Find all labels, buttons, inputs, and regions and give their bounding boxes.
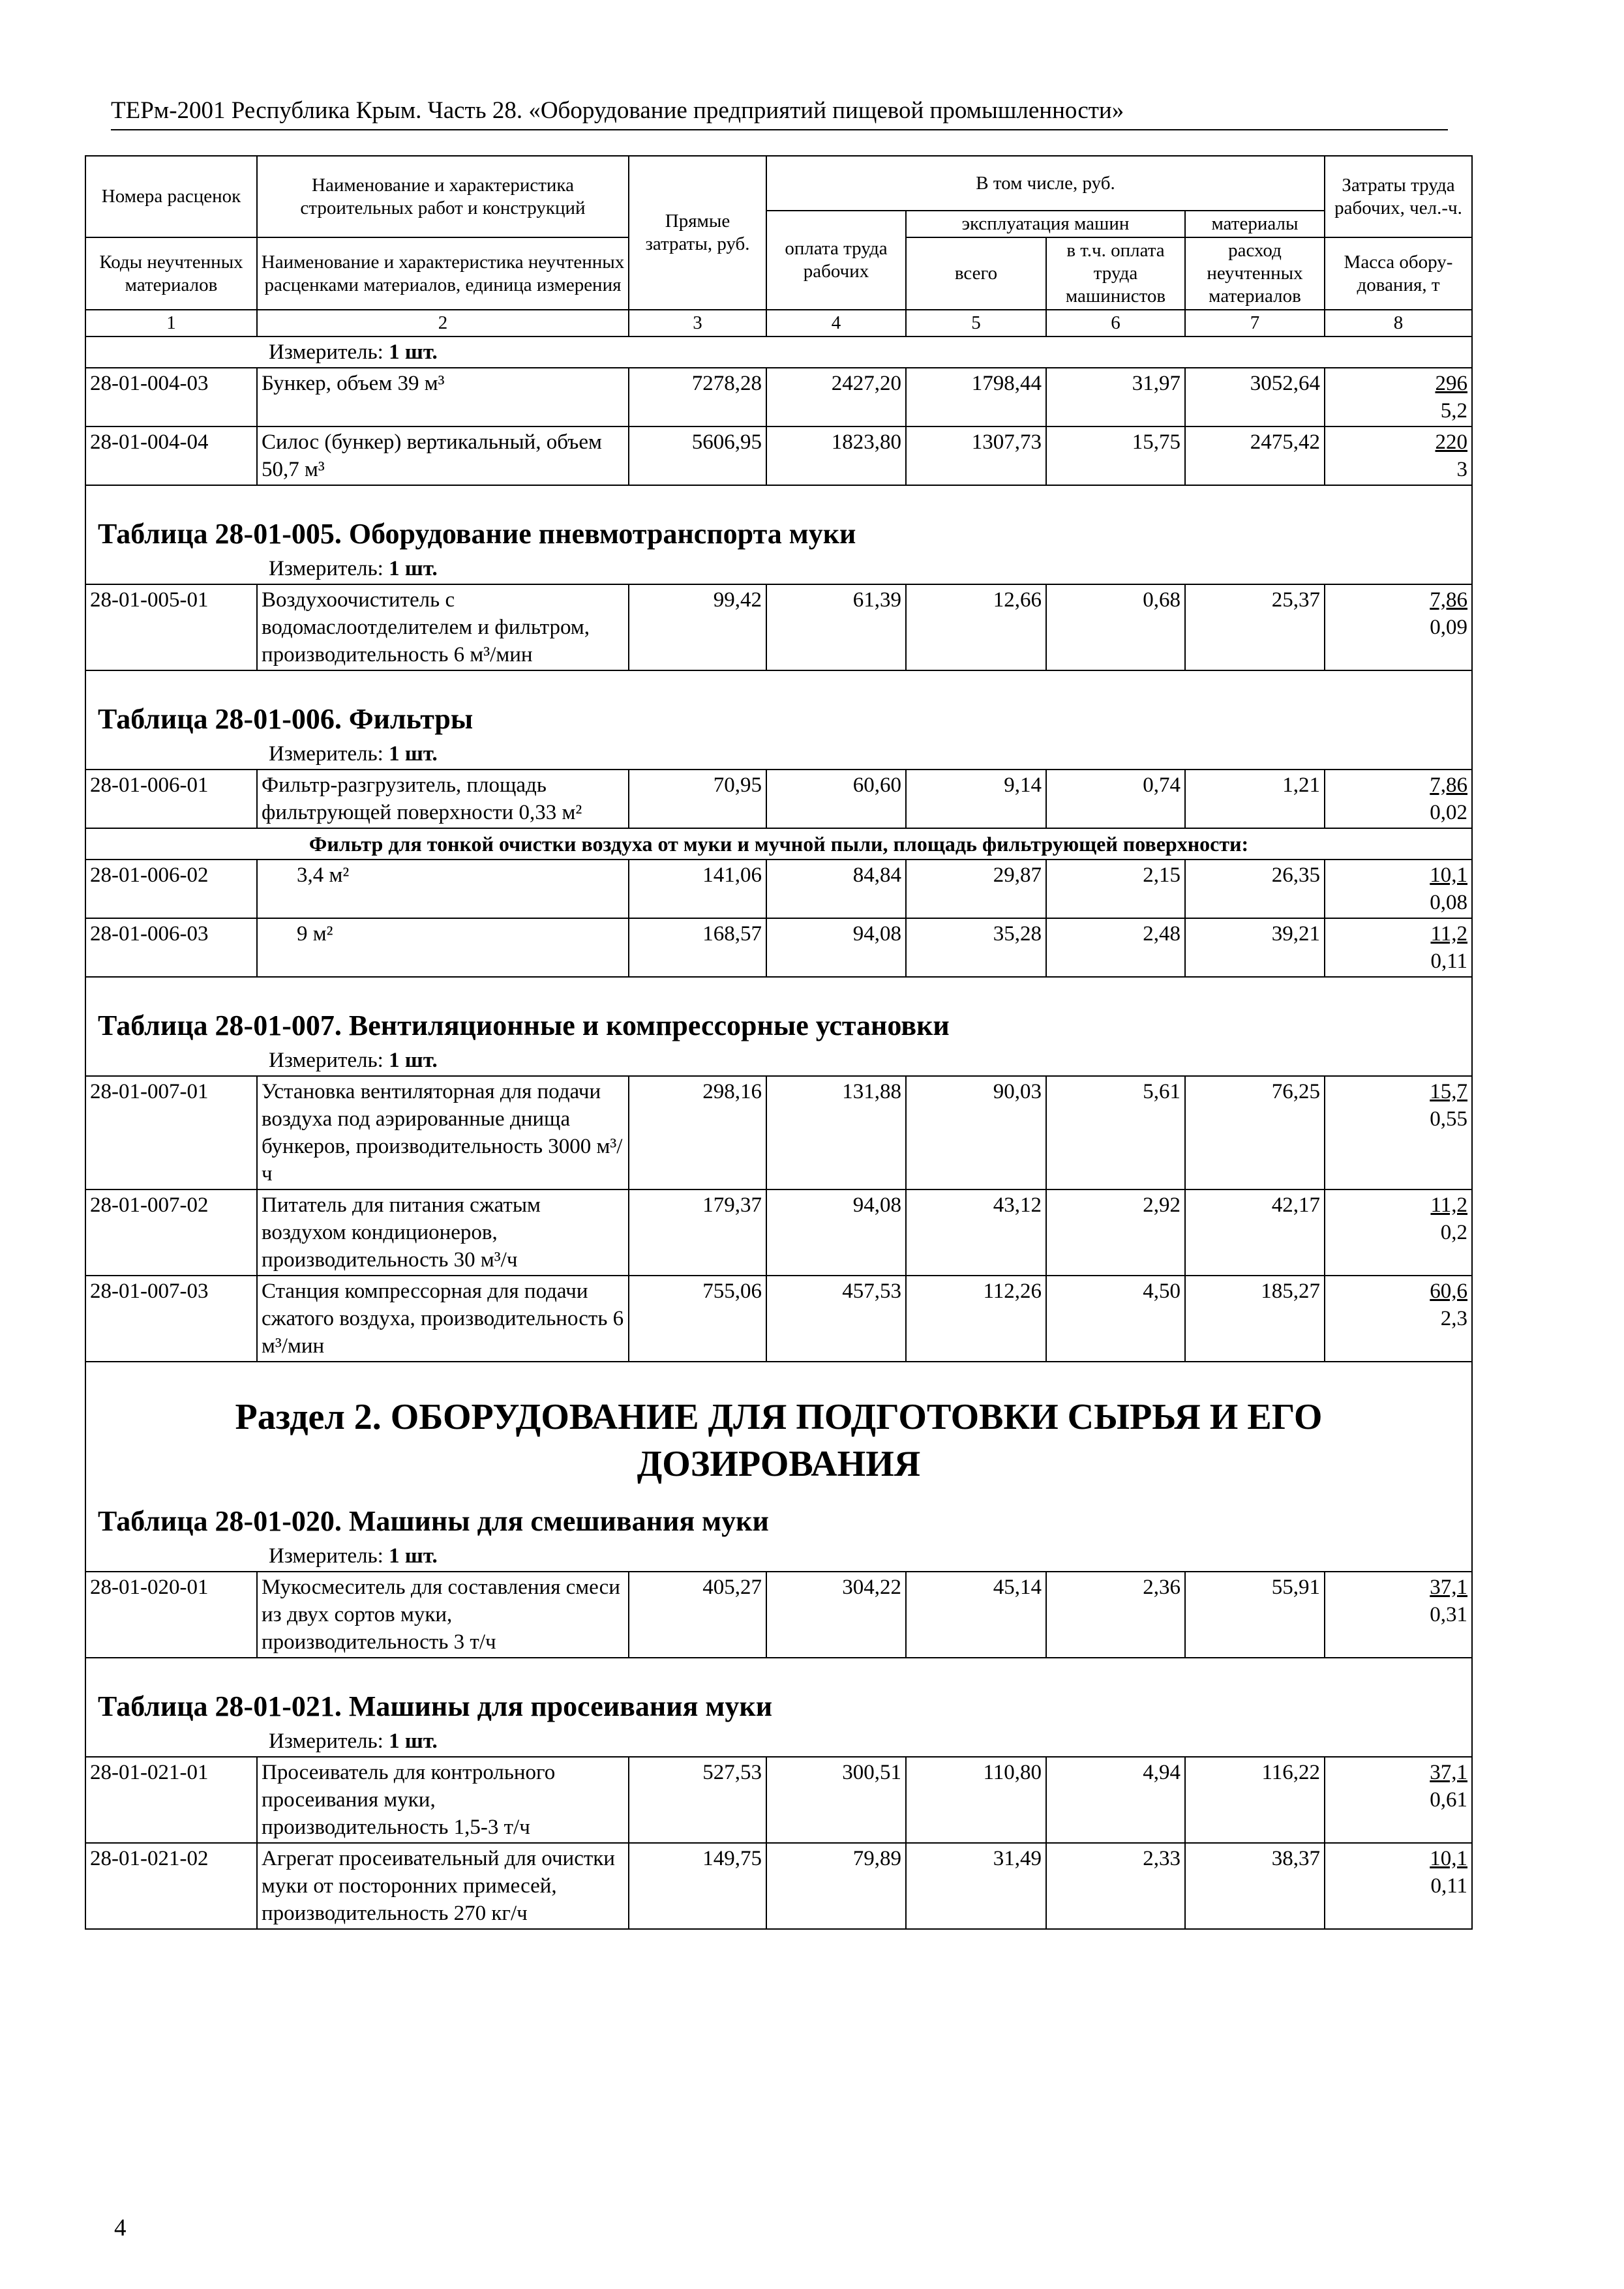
value-mach-wage: 0,74: [1046, 770, 1185, 828]
unit-value: 1 шт.: [389, 340, 438, 364]
unit-cell: [85, 554, 1472, 584]
labor-mass-cell: [1325, 1843, 1472, 1929]
head-machinist-wage: в т.ч. оплата труда машинистов: [1046, 237, 1185, 310]
estimate-table-frame: [85, 155, 1471, 1930]
head-name-bottom: Наименование и характеристика неучтенных расценками материалов, единица измерения: [257, 237, 629, 310]
rate-name: Просеиватель для контрольного просеивания муки, производительность 1,5-3 т/ч: [257, 1757, 629, 1843]
labor-hours: 11,2: [1430, 922, 1467, 946]
section-title-line1: Раздел 2. ОБОРУДОВАНИЕ ДЛЯ ПОДГОТОВКИ СЫРЬЯ И ЕГО: [235, 1397, 1323, 1437]
value-mat: 55,91: [1185, 1572, 1325, 1658]
rate-code: 28-01-020-01: [85, 1572, 257, 1658]
value-direct: 5606,95: [629, 426, 766, 485]
labor-hours: 10,1: [1430, 863, 1467, 887]
rate-code: 28-01-006-02: [85, 860, 257, 918]
value-mach: 12,66: [906, 584, 1046, 670]
value-mat: 2475,42: [1185, 426, 1325, 485]
labor-hours: 7,86: [1430, 773, 1467, 797]
unit-label: Измеритель:: [269, 1544, 383, 1568]
table-title-row: [85, 1658, 1472, 1726]
table-row: [85, 426, 1472, 485]
labor-hours: 11,2: [1430, 1193, 1467, 1217]
unit-row: [85, 337, 1472, 368]
unit-label: Измеритель:: [269, 1729, 383, 1753]
table-row: [85, 1572, 1472, 1658]
unit-value: 1 шт.: [389, 557, 438, 580]
labor-mass-cell: [1325, 426, 1472, 485]
value-mach: 35,28: [906, 918, 1046, 977]
head-wage: оплата труда рабочих: [766, 211, 906, 310]
labor-mass-cell: [1325, 1757, 1472, 1843]
section-title: [85, 1362, 1472, 1490]
value-mat: 26,35: [1185, 860, 1325, 918]
value-mach: 31,49: [906, 1843, 1046, 1929]
rate-code: 28-01-004-03: [85, 368, 257, 426]
column-number: 7: [1185, 310, 1325, 337]
rate-name: Агрегат просеивательный для очистки муки от посторонних примесей, производительность 270 кг/ч: [257, 1843, 629, 1929]
table-row: [85, 584, 1472, 670]
head-including: В том числе, руб.: [766, 156, 1325, 211]
value-mat: 1,21: [1185, 770, 1325, 828]
labor-hours: 37,1: [1430, 1576, 1467, 1599]
value-mach-wage: 2,48: [1046, 918, 1185, 977]
value-mach-wage: 2,33: [1046, 1843, 1185, 1929]
labor-mass-cell: [1325, 1572, 1472, 1658]
value-direct: 149,75: [629, 1843, 766, 1929]
rate-code: 28-01-021-01: [85, 1757, 257, 1843]
column-number: 2: [257, 310, 629, 337]
labor-hours: 220: [1435, 430, 1467, 454]
page-header: ТЕРм-2001 Республика Крым. Часть 28. «Оборудование предприятий пищевой промышленности»: [111, 97, 1448, 130]
column-number: 3: [629, 310, 766, 337]
value-direct: 168,57: [629, 918, 766, 977]
table-title-row: [85, 977, 1472, 1045]
value-mat: 25,37: [1185, 584, 1325, 670]
table-row: [85, 1189, 1472, 1276]
table-title-row: [85, 670, 1472, 739]
value-wage: 94,08: [766, 918, 906, 977]
section-title-line2: ДОЗИРОВАНИЯ: [637, 1444, 921, 1484]
value-mach: 112,26: [906, 1276, 1046, 1362]
table-row: [85, 918, 1472, 977]
labor-mass-cell: [1325, 584, 1472, 670]
value-mach: 45,14: [906, 1572, 1046, 1658]
equipment-mass: 2,3: [1440, 1307, 1467, 1330]
labor-mass-cell: [1325, 1189, 1472, 1276]
unit-value: 1 шт.: [389, 742, 438, 766]
value-direct: 405,27: [629, 1572, 766, 1658]
value-mat: 3052,64: [1185, 368, 1325, 426]
value-mach-wage: 2,15: [1046, 860, 1185, 918]
value-wage: 1823,80: [766, 426, 906, 485]
value-direct: 99,42: [629, 584, 766, 670]
labor-mass-cell: [1325, 860, 1472, 918]
value-mach: 1307,73: [906, 426, 1046, 485]
labor-mass-cell: [1325, 1076, 1472, 1189]
unit-value: 1 шт.: [389, 1544, 438, 1568]
unit-label: Измеритель:: [269, 1049, 383, 1072]
head-direct-costs: Прямые затраты, руб.: [629, 156, 766, 310]
value-mach: 43,12: [906, 1189, 1046, 1276]
equipment-mass: 0,55: [1430, 1107, 1467, 1131]
labor-hours: 60,6: [1430, 1279, 1467, 1303]
rate-name: Фильтр-разгрузитель, площадь фильтрующей поверхности 0,33 м²: [257, 770, 629, 828]
labor-mass-cell: [1325, 1276, 1472, 1362]
value-wage: 300,51: [766, 1757, 906, 1843]
unit-value: 1 шт.: [389, 1049, 438, 1072]
value-mat: 76,25: [1185, 1076, 1325, 1189]
equipment-mass: 0,09: [1430, 616, 1467, 639]
labor-hours: 7,86: [1430, 588, 1467, 612]
unit-cell: [85, 337, 1472, 368]
value-wage: 94,08: [766, 1189, 906, 1276]
labor-mass-cell: [1325, 368, 1472, 426]
value-wage: 2427,20: [766, 368, 906, 426]
table-title: Таблица 28-01-021. Машины для просеивания муки: [85, 1658, 1472, 1726]
table-row: [85, 368, 1472, 426]
value-direct: 7278,28: [629, 368, 766, 426]
subheading-row: [85, 828, 1472, 860]
table-row: [85, 770, 1472, 828]
column-number: 8: [1325, 310, 1472, 337]
table-title-row: [85, 485, 1472, 554]
value-wage: 131,88: [766, 1076, 906, 1189]
equipment-mass: 5,2: [1440, 399, 1467, 423]
unit-cell: [85, 1541, 1472, 1572]
value-direct: 755,06: [629, 1276, 766, 1362]
table-row: [85, 1757, 1472, 1843]
rate-name: Бункер, объем 39 м³: [257, 368, 629, 426]
head-labor: Затраты труда рабочих, чел.-ч.: [1325, 156, 1472, 237]
equipment-mass: 0,61: [1430, 1788, 1467, 1812]
rate-code: 28-01-006-01: [85, 770, 257, 828]
page-number: 4: [114, 2215, 127, 2241]
value-mach-wage: 15,75: [1046, 426, 1185, 485]
table-title-row: [85, 1490, 1472, 1541]
rate-name: Воздухоочиститель с водомаслоотделителем и фильтром, производительность 6 м³/мин: [257, 584, 629, 670]
estimate-table: [85, 155, 1473, 1930]
labor-mass-cell: [1325, 770, 1472, 828]
value-direct: 179,37: [629, 1189, 766, 1276]
equipment-mass: 0,02: [1430, 801, 1467, 824]
unit-row: [85, 1541, 1472, 1572]
value-wage: 79,89: [766, 1843, 906, 1929]
equipment-mass: 0,31: [1430, 1603, 1467, 1626]
table-title: Таблица 28-01-005. Оборудование пневмотранспорта муки: [85, 485, 1472, 554]
table-row: [85, 1843, 1472, 1929]
value-wage: 304,22: [766, 1572, 906, 1658]
value-direct: 141,06: [629, 860, 766, 918]
unit-label: Измеритель:: [269, 557, 383, 580]
value-mach: 110,80: [906, 1757, 1046, 1843]
value-direct: 527,53: [629, 1757, 766, 1843]
value-mat: 38,37: [1185, 1843, 1325, 1929]
rate-code: 28-01-007-01: [85, 1076, 257, 1189]
unit-row: [85, 1045, 1472, 1076]
table-row: [85, 860, 1472, 918]
value-mach: 90,03: [906, 1076, 1046, 1189]
rate-code: 28-01-006-03: [85, 918, 257, 977]
value-mach-wage: 5,61: [1046, 1076, 1185, 1189]
labor-hours: 37,1: [1430, 1761, 1467, 1784]
value-direct: 298,16: [629, 1076, 766, 1189]
rate-name: Мукосмеситель для составления смеси из двух сортов муки, производительность 3 т/ч: [257, 1572, 629, 1658]
head-mass: Масса обору-дования, т: [1325, 237, 1472, 310]
rate-name: Станция компрессорная для подачи сжатого воздуха, производительность 6 м³/мин: [257, 1276, 629, 1362]
unit-row: [85, 739, 1472, 770]
head-machines: эксплуатация машин: [906, 211, 1185, 237]
value-mach-wage: 31,97: [1046, 368, 1185, 426]
value-wage: 60,60: [766, 770, 906, 828]
unit-cell: [85, 1726, 1472, 1757]
table-row: [85, 1276, 1472, 1362]
head-name-top: Наименование и характеристика строительных работ и конструкций: [257, 156, 629, 237]
equipment-mass: 0,11: [1430, 1874, 1467, 1898]
column-number: 1: [85, 310, 257, 337]
rate-code: 28-01-005-01: [85, 584, 257, 670]
rate-code: 28-01-007-03: [85, 1276, 257, 1362]
labor-hours: 296: [1435, 372, 1467, 395]
column-numbers-row: [85, 310, 1472, 337]
rate-code: 28-01-004-04: [85, 426, 257, 485]
value-mach-wage: 2,36: [1046, 1572, 1185, 1658]
unit-row: [85, 1726, 1472, 1757]
table-title: Таблица 28-01-006. Фильтры: [85, 670, 1472, 739]
head-materials: материалы: [1185, 211, 1325, 237]
table-row: [85, 1076, 1472, 1189]
column-number: 4: [766, 310, 906, 337]
unit-value: 1 шт.: [389, 1729, 438, 1753]
value-direct: 70,95: [629, 770, 766, 828]
column-number: 6: [1046, 310, 1185, 337]
value-wage: 84,84: [766, 860, 906, 918]
equipment-mass: 0,2: [1440, 1221, 1467, 1244]
equipment-mass: 0,11: [1430, 950, 1467, 973]
section-title-row: [85, 1362, 1472, 1490]
value-mat: 185,27: [1185, 1276, 1325, 1362]
table-title: Таблица 28-01-007. Вентиляционные и компрессорные установки: [85, 977, 1472, 1045]
unit-row: [85, 554, 1472, 584]
equipment-mass: 0,08: [1430, 891, 1467, 914]
head-machines-total: всего: [906, 237, 1046, 310]
value-mach: 9,14: [906, 770, 1046, 828]
value-mat: 42,17: [1185, 1189, 1325, 1276]
rate-name: Установка вентиляторная для подачи воздуха под аэрированные днища бункеров, производительность 3000 м³/ч: [257, 1076, 629, 1189]
rate-name: 9 м²: [257, 918, 629, 977]
unit-cell: [85, 739, 1472, 770]
value-wage: 457,53: [766, 1276, 906, 1362]
equipment-mass: 3: [1456, 458, 1467, 481]
value-mach: 1798,44: [906, 368, 1046, 426]
value-wage: 61,39: [766, 584, 906, 670]
rate-code: 28-01-007-02: [85, 1189, 257, 1276]
table-title: Таблица 28-01-020. Машины для смешивания муки: [85, 1490, 1472, 1541]
unit-label: Измеритель:: [269, 340, 383, 364]
unit-label: Измеритель:: [269, 742, 383, 766]
rate-name: 3,4 м²: [257, 860, 629, 918]
value-mach-wage: 0,68: [1046, 584, 1185, 670]
value-mach-wage: 4,50: [1046, 1276, 1185, 1362]
value-mach-wage: 4,94: [1046, 1757, 1185, 1843]
head-codes-bottom: Коды неучтенных материалов: [85, 237, 257, 310]
head-unaccounted-materials: расход неучтенных материалов: [1185, 237, 1325, 310]
labor-hours: 10,1: [1430, 1847, 1467, 1870]
value-mat: 116,22: [1185, 1757, 1325, 1843]
column-number: 5: [906, 310, 1046, 337]
unit-cell: [85, 1045, 1472, 1076]
subheading: Фильтр для тонкой очистки воздуха от муки и мучной пыли, площадь фильтрующей поверхности:: [85, 828, 1472, 860]
rate-code: 28-01-021-02: [85, 1843, 257, 1929]
labor-hours: 15,7: [1430, 1080, 1467, 1103]
head-codes-top: Номера расценок: [85, 156, 257, 237]
value-mach-wage: 2,92: [1046, 1189, 1185, 1276]
rate-name: Питатель для питания сжатым воздухом кондиционеров, производительность 30 м³/ч: [257, 1189, 629, 1276]
value-mat: 39,21: [1185, 918, 1325, 977]
value-mach: 29,87: [906, 860, 1046, 918]
labor-mass-cell: [1325, 918, 1472, 977]
rate-name: Силос (бункер) вертикальный, объем 50,7 м³: [257, 426, 629, 485]
